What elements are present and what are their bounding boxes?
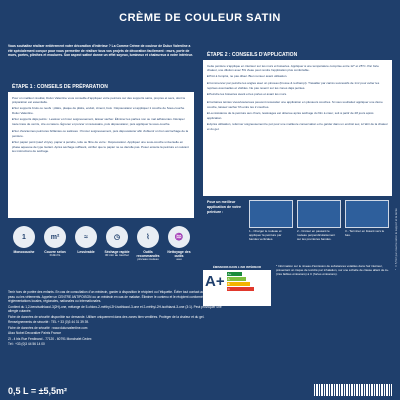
clock-icon: ◷ [106,226,128,248]
coverage-icon: m² [44,226,66,248]
brush-roller-icon: ⌇ [137,226,159,248]
feature-drying [101,226,133,258]
tap-water-icon: ♒ [168,226,190,248]
warning-text: Akzo Nobel Decorative Paints France [8,331,61,335]
feature-monocouche [8,226,40,254]
step2-item: ■ Après utilisation, refermer soigneusement le pot pour une meilleure conservation et le garder dans un endroit sec, à l'abri de la chaleur et du gel. [207,122,388,131]
emission-grade: A+ [205,273,225,290]
roller-smooth-illustration [345,200,389,228]
emission-scale [227,272,254,291]
feature-label: Outils recommandés [136,250,160,258]
scale-step: B [227,282,250,286]
warning-text: Contient du 1,2-benzisothiazol-3(2H)-one, mélange de 5-chloro-2-méthyl-2H-isothiazol-3-one et 2-méthyl-2H-isothiazol-3-one (3:1). Peut provoquer une allergie cutanée. [8,304,222,313]
warning-text: Fiche de données de sécurité disponible sur demande. Utiliser uniquement dans des zones bien ventilées. Protéger de la chaleur et du gel. [8,314,205,319]
step1-item: ■ Sur papier peint (sauf vinyle), papier à peindre, toile ou fibre de verre : Dépoussiérer. Appliquer une sous-couche universelle en phase aqueuse de type Isolant. Après séchage suffisant, vérifier que le papier ne se décolle pas. Poser ensuite la peinture en suivant les instructions de séchage. [12,140,190,153]
feature-label: Monocouche [13,250,35,254]
step1-item: ■ Sur supports bruts ou neufs : plâtre, plaque de plâtre, enduit, ciment, bois : Dépoussiérer et appliquer 1 couche de Sous-couche Dulux Valentine. [12,106,190,115]
feature-label: Couvre selon [44,250,66,254]
emission-note: * Information sur le niveau d'émission de substances volatiles dans l'air intérieur, présentant un risque de toxicité par inhalation, sur une échelle de classe allant de A+ (très faibles émissions) à C (fortes émissions). [276,264,389,276]
step1-panel [8,82,194,218]
step2-item: ■ Peindre les boiseries avant et les portes et avant les murs. [207,92,388,97]
feature-coverage [39,226,71,258]
feature-sub: ±10m²/L [49,253,61,257]
feature-sub: 30 min au toucher [104,253,129,257]
feature-cleaning [163,226,195,262]
step2-item: ■ Prêt à l'emploi, ne pas diluer. Bien remuer avant utilisation. [207,74,388,79]
step1-item: ■ Sur d'anciennes peintures brillantes ou satinées : Poncer soigneusement, puis dépoussiérer afin d'obtenir un bon accrochage de la peinture. [12,129,190,138]
application-step-2 [297,200,339,241]
feature-label: Lessivable [77,250,95,254]
step1-lead: Pour un meilleur résultat, Dulux Valentine vous conseille d'appliquer votre peinture sur des supports sains, propres et secs, dont la préparation est essentielle. [12,96,185,105]
step1-item: ■ Sur supports déjà peints : Lessiver et rincer soigneusement, laisser sécher. Éliminer les parties non ou mal adhérentes. Décaper toute trace de vernis, cire ou lasure. Égrener et poncer si nécessaire, puis dépoussiérer, puis appliquer la sous-couche. [12,117,190,126]
feature-icons [8,226,194,270]
warning-text: ZI - 4 bis Rue Ferdinand - 77120 - 60791 Monchalet Cedex [8,336,92,341]
feature-sub: pinceau rouleau [137,257,159,261]
feature-washable [70,226,102,254]
volume-coverage: 0,5 L = ±5,5m² [8,386,68,396]
application-step-1 [249,200,291,241]
intro-text: Vous souhaitez réaliser entièrement votre décoration d'intérieur ? La Comme Crème de couleur de Dulux Valentine a été spécialement conçue pour vous permettre de réaliser tous vos projets de décoration facilement : murs, porte de murs, portes, plinthes et moulures. Son aspect satiné donne un effet soyeux, lumineux et chaleureux à votre intérieur. [8,44,193,58]
step2-lead: Cette peinture s'applique en intérieur sur les murs et boiseries. Appliquer à une température comprise entre 12° et 25°C. Par forte chaleur, une dilution avec 5% d'eau peut rendre l'application plus confortable. [207,64,379,73]
application-step-3 [345,200,387,238]
warning-text: Fiche de données de sécurité : www.duluxvalentine.com [8,325,88,330]
page-title: CRÈME DE COULEUR SATIN [119,12,281,24]
warning-text: Renseignements de sécurité : TEL + 33 (0)3 44 31 39 39. [8,320,90,324]
scale-step: A [227,277,246,281]
warning-text: Tél : +33 (0)3 44 56 14 00 [8,342,45,346]
safety-warnings [8,290,228,348]
application-step-text: 3 - Terminer en lissant vers le bas. [345,229,385,237]
step2-item: ■ Certaines teintes vives/soutenues peuvent nécessiter une application en plusieurs couches. Si vous souhaitez appliquer une 2ème couche, laissez sécher 6h entre les 2 couches. [207,100,388,109]
emission-heading: ÉMISSIONS DANS L'AIR INTÉRIEUR [203,264,271,270]
step2-item: ■ La résistance de la peinture aux chocs, lessivages est obtenue après séchage du film à cœur, soit à partir de 28 jours après application. [207,111,388,120]
application-step-text: 2 - Croiser en passant le rouleau perpendiculairement sur les premières bandes. [297,229,336,241]
application-title: Pour un meilleur application de votre peinture : [207,200,241,214]
feature-tools [132,226,164,262]
single-coat-icon: 1 [13,226,35,248]
scale-step: A+ [227,272,242,276]
step1-heading: ÉTAPE 1 : CONSEILS DE PRÉPARATION [8,82,194,93]
warning-text: Tenir hors de portée des enfants. En cas de consultation d'un médecin, garder à disposition le récipient ou l'étiquette. Éviter tout contact avec les yeux, la peau ou les vêtements. Appeler un CENTRE ANTIPOISON ou un médecin en cas de malaise. Éliminer le contenu et le récipient conformément aux réglementations locales, régionales, nationales ou internationales. [8,290,224,303]
application-step-text: 1 - Charger le rouleau et appliquer la peinture par bandes verticales. [249,229,282,241]
feature-label: Nettoyage des outils [167,250,191,258]
step2-item: ■ Commencer par peindre les angles avec un pinceau (brosse & rechampi). Travailler par carrés successifs de 1m² pour éviter les reprises éventuelles et visibles. Ne pas revenir sur les zones déjà peintes. [207,81,388,90]
scale-step: C [227,287,254,291]
washable-icon: ≈ [75,226,97,248]
roller-vertical-illustration [249,200,293,228]
application-steps [203,196,392,254]
roller-cross-illustration [297,200,341,228]
feature-sub: eau [176,257,182,261]
side-note: * ±5,5m² par couche selon le support et la teinte [394,208,398,270]
step2-heading: ÉTAPE 2 : CONSEILS D'APPLICATION [203,50,392,61]
feature-label: Séchage rapide [104,250,130,254]
barcode [314,384,392,396]
